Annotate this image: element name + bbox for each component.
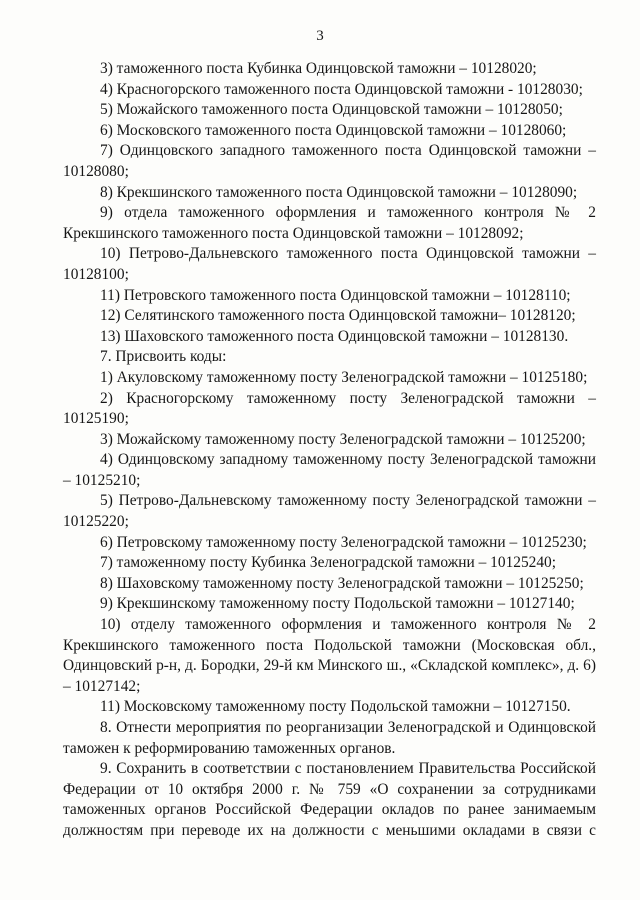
- list-item: 12) Селятинского таможенного поста Одинцовской таможни– 10128120;: [100, 307, 576, 325]
- list-item: 1) Акуловскому таможенному посту Зеленоградской таможни – 10125180;: [100, 368, 588, 386]
- list-item: 8) Шаховскому таможенному посту Зеленоградской таможни – 10125250;: [100, 574, 584, 592]
- list-item: 9) отдела таможенного оформления и таможенного контроля № 2 Крекшинского таможенного поста Одинцовской таможни – 10128092;: [63, 204, 596, 242]
- list-item: 11) Московскому таможенному посту Подольской таможни – 10127150.: [100, 698, 571, 716]
- page-number: 3: [316, 28, 324, 44]
- list-item: 11) Петровского таможенного поста Одинцовской таможни – 10128110;: [100, 286, 571, 304]
- section-paragraph: 9. Сохранить в соответствии с постановлением Правительства Российской Федерации от 10 октября 2000 г. № 759 «О сохранении за сотрудниками таможенных органов Российской Федерации окладов по ранее занимаемым должностям при переводе их на должности с меньшими окладами в связи с: [63, 760, 596, 839]
- list-item: 10) Петрово-Дальневского таможенного поста Одинцовской таможни – 10128100;: [63, 245, 596, 283]
- list-item: 5) Петрово-Дальневскому таможенному посту Зеленоградской таможни – 10125220;: [63, 492, 596, 531]
- list-item: 8) Крекшинского таможенного поста Одинцовской таможни – 10128090;: [100, 183, 578, 201]
- list-item: 5) Можайского таможенного поста Одинцовской таможни – 10128050;: [100, 101, 563, 119]
- list-item: 6) Московского таможенного поста Одинцовской таможни – 10128060;: [100, 121, 567, 139]
- list-item: 3) Можайскому таможенному посту Зеленоградской таможни – 10125200;: [100, 430, 586, 448]
- list-item: 13) Шаховского таможенного поста Одинцовской таможни – 10128130.: [100, 327, 569, 345]
- document-body: [63, 59, 596, 842]
- list-item: 7) таможенному посту Кубинка Зеленоградской таможни – 10125240;: [100, 554, 557, 572]
- list-item: 9) Крекшинскому таможенному посту Подольской таможни – 10127140;: [100, 595, 575, 613]
- list-item: 4) Красногорского таможенного поста Одинцовской таможни - 10128030;: [100, 80, 583, 98]
- list-item: 4) Одинцовскому западному таможенному посту Зеленоградской таможни – 10125210;: [63, 451, 596, 489]
- list-item: 3) таможенного поста Кубинка Одинцовской таможни – 10128020;: [100, 60, 537, 77]
- list-item: 6) Петровскому таможенному посту Зеленоградской таможни – 10125230;: [100, 533, 587, 551]
- list-item: 7) Одинцовского западного таможенного поста Одинцовской таможни – 10128080;: [63, 142, 596, 180]
- list-item: 2) Красногорскому таможенному посту Зеленоградской таможни – 10125190;: [63, 389, 596, 428]
- list-item: 10) отделу таможенного оформления и таможенного контроля № 2 Крекшинского таможенного поста Подольской таможни (Московская обл., Одинцовский р-н, д. Бородки, 29-й км Минского ш., «Складской комплекс», д. 6) – 10127142;: [63, 616, 596, 695]
- section-paragraph: 8. Отнести мероприятия по реорганизации Зеленоградской и Одинцовской таможен к реформированию таможенных органов.: [63, 719, 596, 757]
- section-heading: 7. Присвоить коды:: [100, 348, 227, 366]
